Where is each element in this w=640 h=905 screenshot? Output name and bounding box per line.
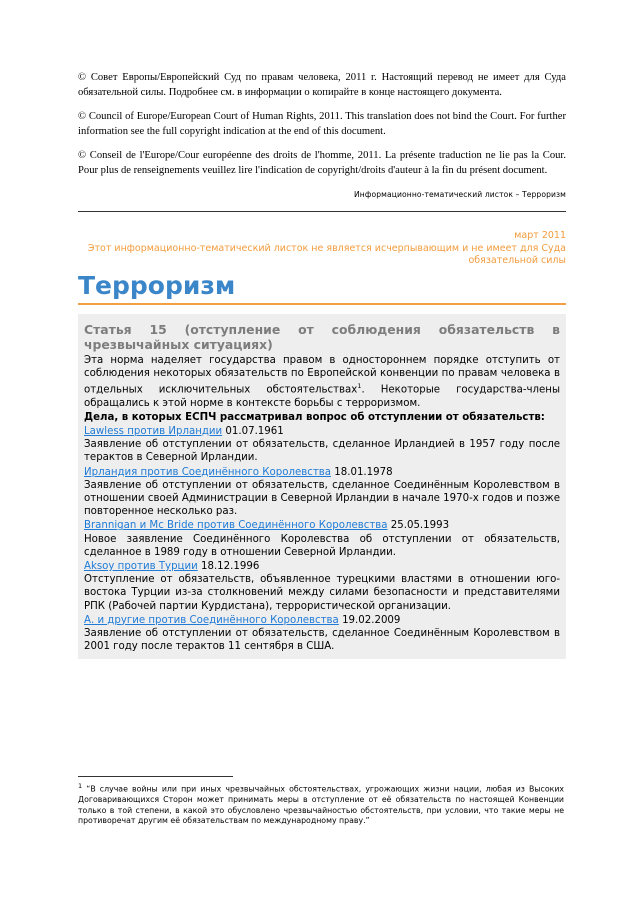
case-date: 25.05.1993 (390, 520, 450, 532)
date: март 2011 (514, 230, 566, 241)
intro-text-1: Эта норма наделяет государства правом в одностороннем порядке отступить от соблюдения некоторых обязательств по Европейской конвенции по правам человека в отдельных исключительных обстоятельствах (84, 354, 560, 396)
page-title: Терроризм (78, 270, 566, 305)
copyright-ru: © Совет Европы/Европейский Суд по правам человека, 2011 г. Настоящий перевод не имеет для Суда обязательной силы. Подробнее см. в информации о копирайте в конце настоящего документа. (78, 72, 566, 98)
case-link-a-and-others[interactable]: А. и другие против Соединённого Королевства (84, 614, 339, 626)
footnote-ref[interactable]: 1 (357, 381, 362, 390)
header-divider (78, 211, 566, 212)
case-item (84, 466, 560, 519)
case-date: 01.07.1961 (225, 425, 284, 437)
case-description: Заявление об отступлении от обязательств, сделанное Ирландией в 1957 году после терактов в Северной Ирландии. (84, 439, 560, 464)
footnote-divider (78, 776, 233, 777)
copyright-fr: © Conseil de l'Europe/Cour européenne des droits de l'homme, 2011. La présente traduction ne lie pas la Cour. Pour plus de renseignements veuillez lire l'indication de copyright/droits d'auteur à la fin du présent document. (78, 150, 566, 176)
case-item (84, 519, 560, 559)
case-description: Отступление от обязательств, объявленное турецкими властями в отношении юго-востока Турции из-за столкновений между силами безопасности и представителями РПК (Рабочей партии Курдистана), террористической организации. (84, 574, 560, 612)
meta-block (78, 230, 566, 268)
article-intro (84, 354, 560, 410)
footnote (78, 781, 564, 827)
article-panel (78, 314, 566, 660)
copyright-en: © Council of Europe/European Court of Human Rights, 2011. This translation does not bind the Court. For further information see the full copyright indication at the end of this document. (78, 111, 566, 137)
case-description: Новое заявление Соединённого Королевства об отступлении от обязательств, сделанное в 1989 году в отношении Северной Ирландии. (84, 533, 560, 558)
footnote-text: “В случае войны или при иных чрезвычайных обстоятельствах, угрожающих жизни нации, любая из Высоких Договаривающихся Сторон может принимать меры в отступление от её обязательств по настоящей Конвенции только в той степени, в какой это обусловлено чрезвычайностью обстоятельств, при условии, что такие меры не противоречат другим её обязательствам по международному праву.” (78, 784, 564, 826)
cases-heading: Дела, в которых ЕСПЧ рассматривал вопрос об отступлении от обязательств: (84, 411, 545, 423)
case-link-ireland-v-uk[interactable]: Ирландия против Соединённого Королевства (84, 466, 332, 478)
document-page (78, 70, 566, 659)
sheet-label: Информационно-тематический листок – Терроризм (354, 190, 566, 199)
case-date: 19.02.2009 (342, 614, 401, 626)
case-description: Заявление об отступлении от обязательств, сделанное Соединённым Королевством в отношении своей Администрации в Северной Ирландии в начале 1970-х годов и позже повторенное несколько раз. (84, 479, 560, 518)
case-link-aksoy[interactable]: Aksoy против Турции (84, 560, 198, 572)
case-item (84, 614, 560, 654)
footnote-mark: 1 (78, 782, 83, 790)
case-date: 18.12.1996 (200, 560, 260, 572)
case-link-brannigan[interactable]: Brannigan и Mc Bride против Соединённого Королевства (84, 520, 388, 532)
case-item (84, 560, 560, 613)
disclaimer: Этот информационно-тематический листок не является исчерпывающим и не имеет для Суда обязательной силы (87, 242, 566, 266)
case-item (84, 425, 560, 465)
case-link-lawless[interactable]: Lawless против Ирландии (84, 425, 223, 437)
case-date: 18.01.1978 (334, 466, 393, 478)
case-description: Заявление об отступлении от обязательств, сделанное Соединённым Королевством в 2001 году после терактов 11 сентября в США. (84, 627, 560, 653)
intro-text-2: . Некоторые государства-члены обращались к этой норме в контексте борьбы с терроризмом. (84, 384, 560, 409)
article-heading: Статья 15 (отступление от соблюдения обязательств в чрезвычайных ситуациях) (84, 321, 560, 352)
